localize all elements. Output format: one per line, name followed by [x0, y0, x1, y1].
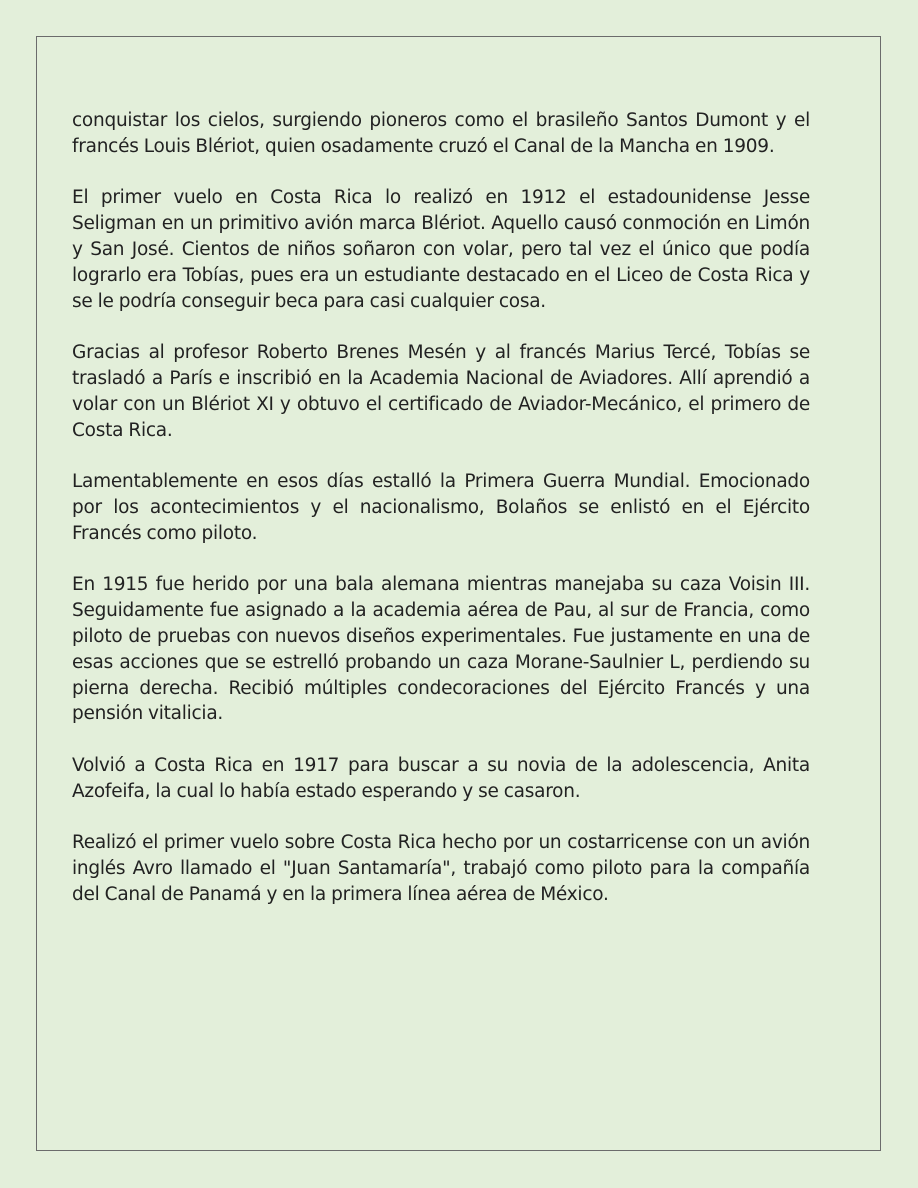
paragraph-3: Gracias al profesor Roberto Brenes Mesén y al francés Marius Tercé, Tobías se trasladó a París e inscribió en la Academia Nacional de Aviadores. Allí aprendió a volar con un Blériot XI y obtuvo el certificado de Aviador-Mecánico, el primero de Costa Rica. [72, 342, 810, 441]
paragraph-5: En 1915 fue herido por una bala alemana mientras manejaba su caza Voisin III. Seguidamente fue asignado a la academia aérea de Pau, al sur de Francia, como piloto de pruebas con nuevos diseños experimentales. Fue justamente en una de esas acciones que se estrelló probando un caza Morane-Saulnier L, perdiendo su pierna derecha. Recibió múltiples condecoraciones del Ejército Francés y una pensión vitalicia. [72, 574, 810, 725]
paragraph-2: El primer vuelo en Costa Rica lo realizó en 1912 el estadounidense Jesse Seligman en un primitivo avión marca Blériot. Aquello causó conmoción en Limón y San José. Cientos de niños soñaron con volar, pero tal vez el único que podía lograrlo era Tobías, pues era un estudiante destacado en el Liceo de Costa Rica y se le podría conseguir beca para casi cualquier cosa. [72, 187, 810, 312]
paragraph-4: Lamentablemente en esos días estalló la Primera Guerra Mundial. Emocionado por los acontecimientos y el nacionalismo, Bolaños se enlistó en el Ejército Francés como piloto. [72, 471, 810, 544]
paragraph-7: Realizó el primer vuelo sobre Costa Rica hecho por un costarricense con un avión inglés Avro llamado el "Juan Santamaría", trabajó como piloto para la compañía del Canal de Panamá y en la primera línea aérea de México. [72, 832, 810, 905]
document-body [72, 108, 810, 934]
paragraph-1: conquistar los cielos, surgiendo pioneros como el brasileño Santos Dumont y el francés Louis Blériot, quien osadamente cruzó el Canal de la Mancha en 1909. [72, 110, 810, 157]
paragraph-6: Volvió a Costa Rica en 1917 para buscar a su novia de la adolescencia, Anita Azofeifa, la cual lo había estado esperando y se casaron. [72, 754, 810, 802]
